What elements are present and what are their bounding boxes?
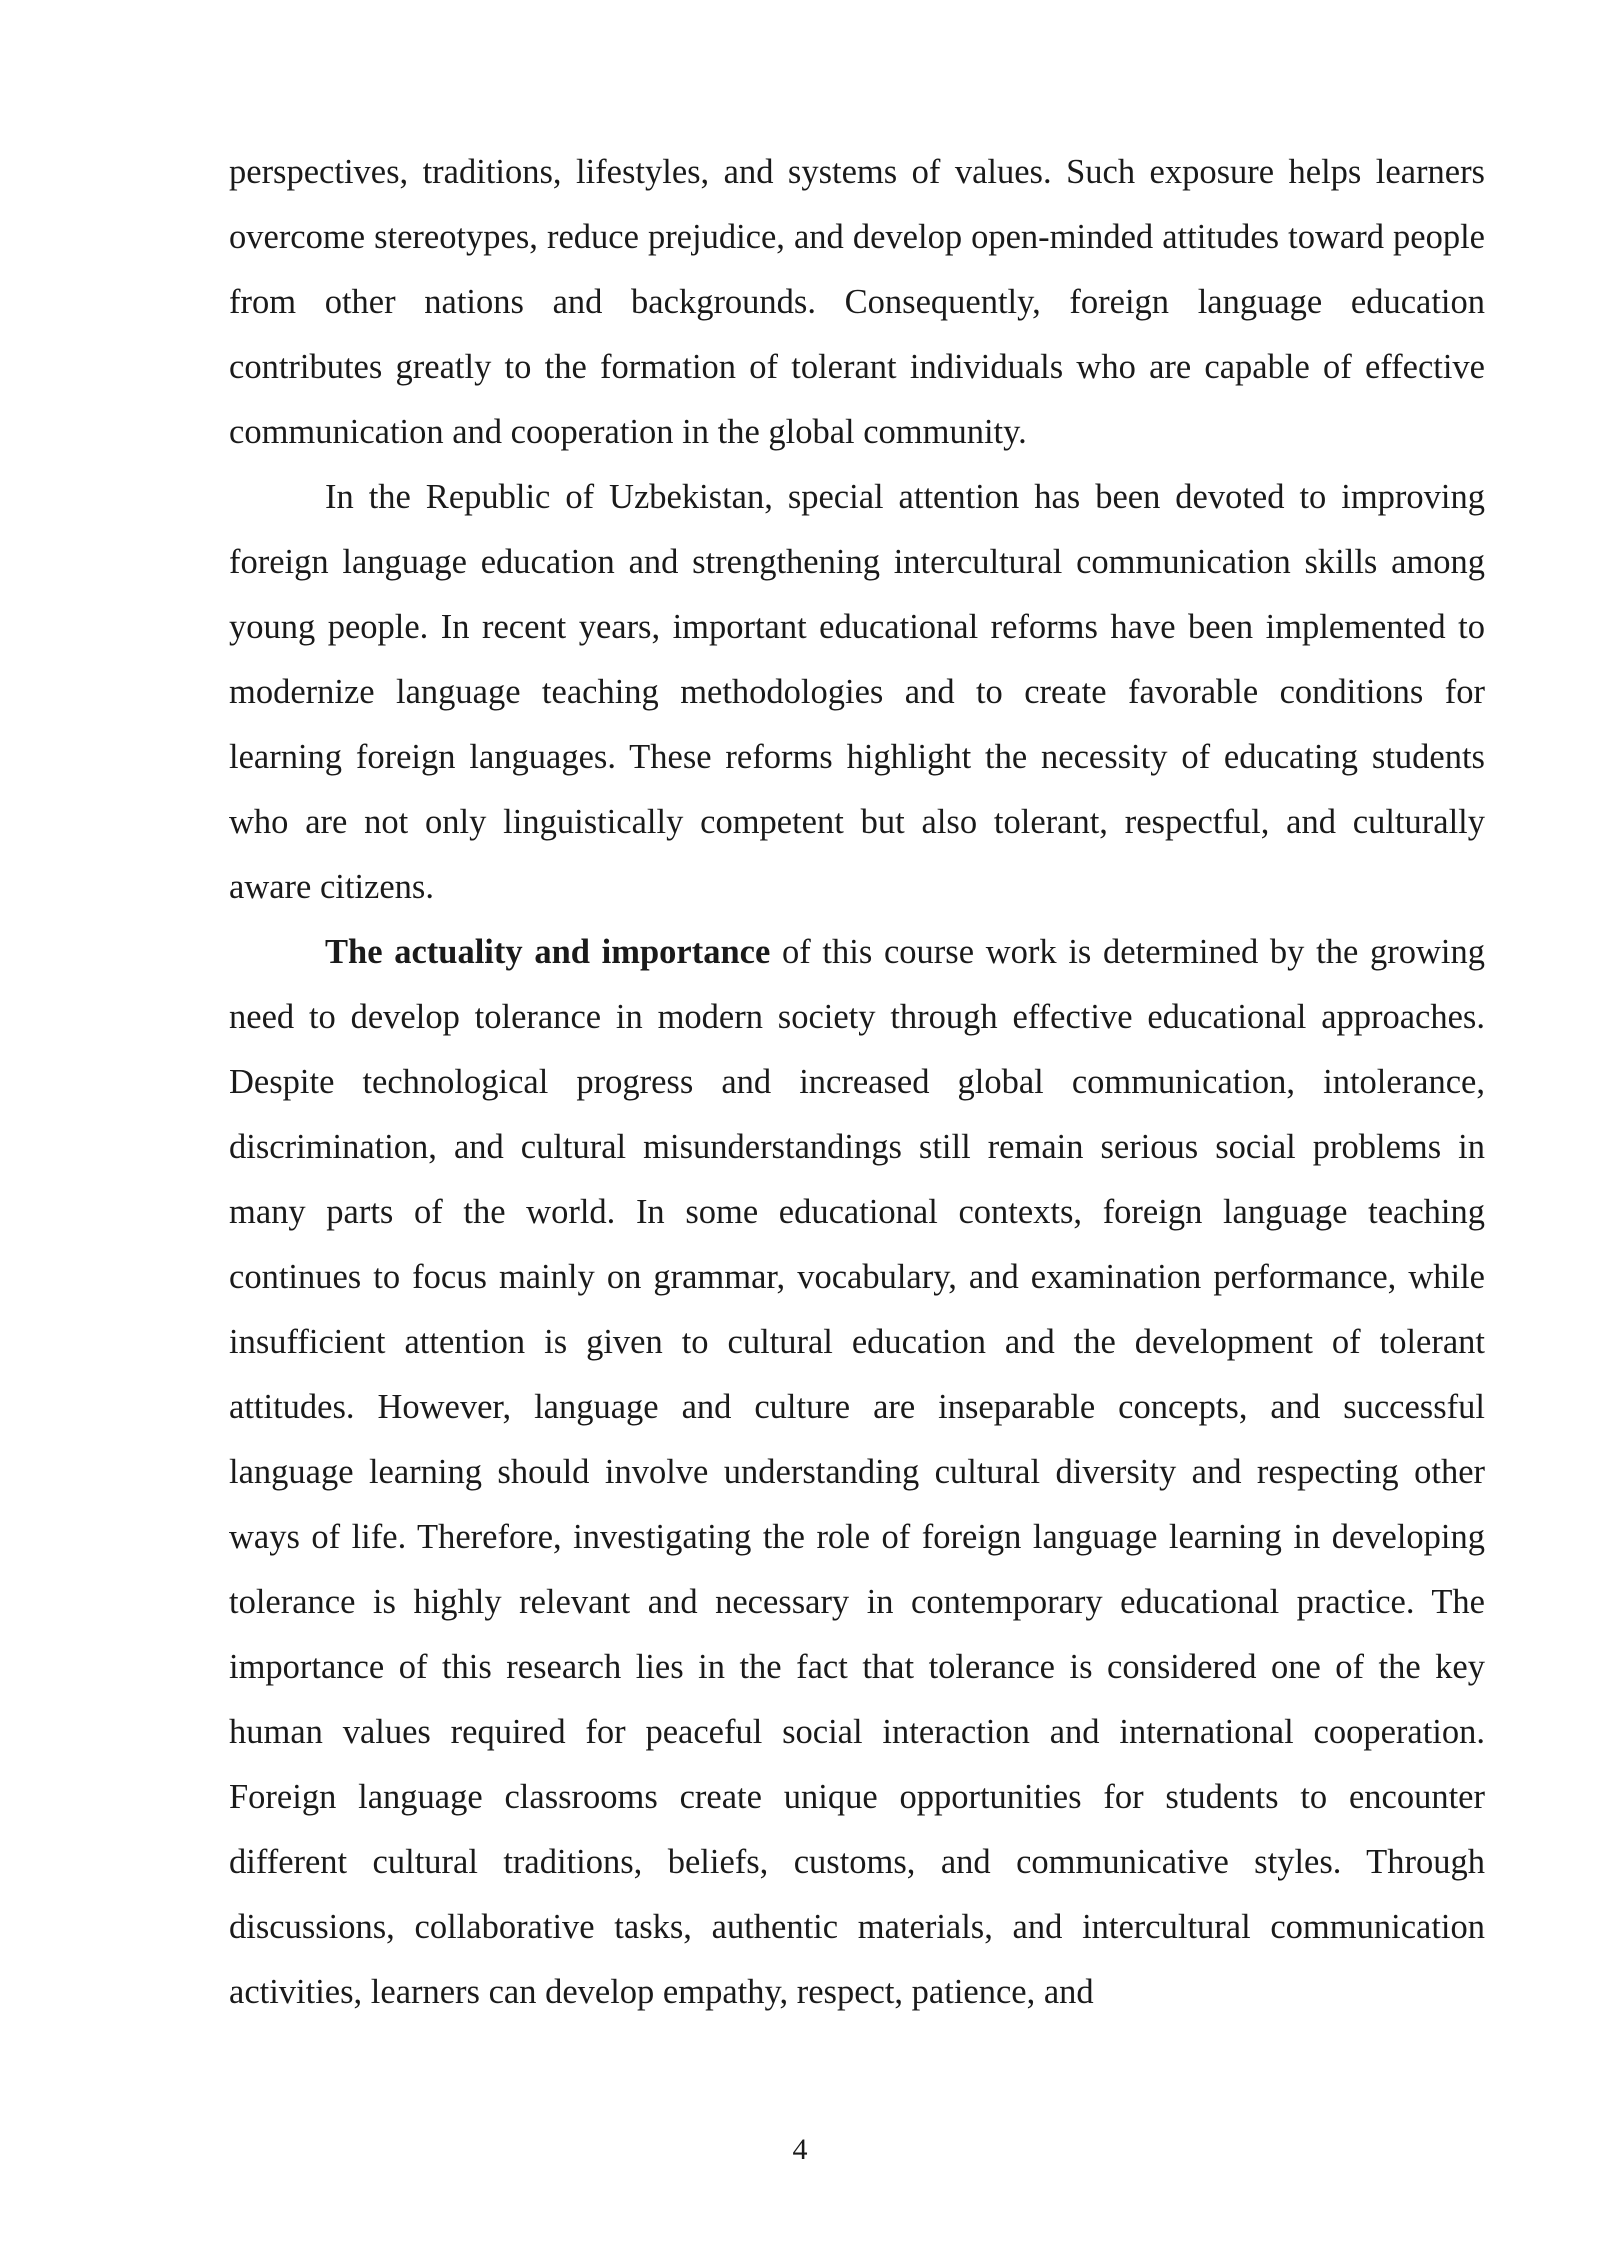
actuality-heading-phrase: The actuality and importance — [325, 933, 771, 971]
actuality-text: of this course work is determined by the growing need to develop tolerance in modern society through effective educational approaches. Despite technological progress and increased global communication, intolerance, discrimination, and cultural misunderstandings still remain serious social problems in many parts of the world. In some educational contexts, foreign language teaching continues to focus mainly on grammar, vocabulary, and examination performance, while insufficient attention is given to cultural education and the development of tolerant attitudes. However, language and culture are inseparable concepts, and successful language learning should involve understanding cultural diversity and respecting other ways of life. Therefore, investigating the role of foreign language learning in developing tolerance is highly relevant and necessary in contemporary educational practice. The importance of this research lies in the fact that tolerance is considered one of the key human values required for peaceful social interaction and international cooperation. Foreign language classrooms create unique opportunities for students to encounter different cultural traditions, beliefs, customs, and communicative styles. Through discussions, collaborative tasks, authentic materials, and intercultural communication activities, learners can develop empathy, respect, patience, and — [229, 933, 1485, 2011]
paragraph-actuality — [229, 920, 1485, 2025]
paragraph-continuation: perspectives, traditions, lifestyles, and systems of values. Such exposure helps learners overcome stereotypes, reduce prejudice, and develop open-minded attitudes toward people from other nations and backgrounds. Consequently, foreign language education contributes greatly to the formation of tolerant individuals who are capable of effective communication and cooperation in the global community. — [229, 153, 1485, 451]
body-text — [229, 140, 1485, 2025]
page-number: 4 — [792, 2133, 808, 2166]
paragraph-uzbekistan: In the Republic of Uzbekistan, special attention has been devoted to improving foreign language education and strengthening intercultural communication skills among young people. In recent years, important educational reforms have been implemented to modernize language teaching methodologies and to create favorable conditions for learning foreign languages. These reforms highlight the necessity of educating students who are not only linguistically competent but also tolerant, respectful, and culturally aware citizens. — [229, 478, 1485, 906]
